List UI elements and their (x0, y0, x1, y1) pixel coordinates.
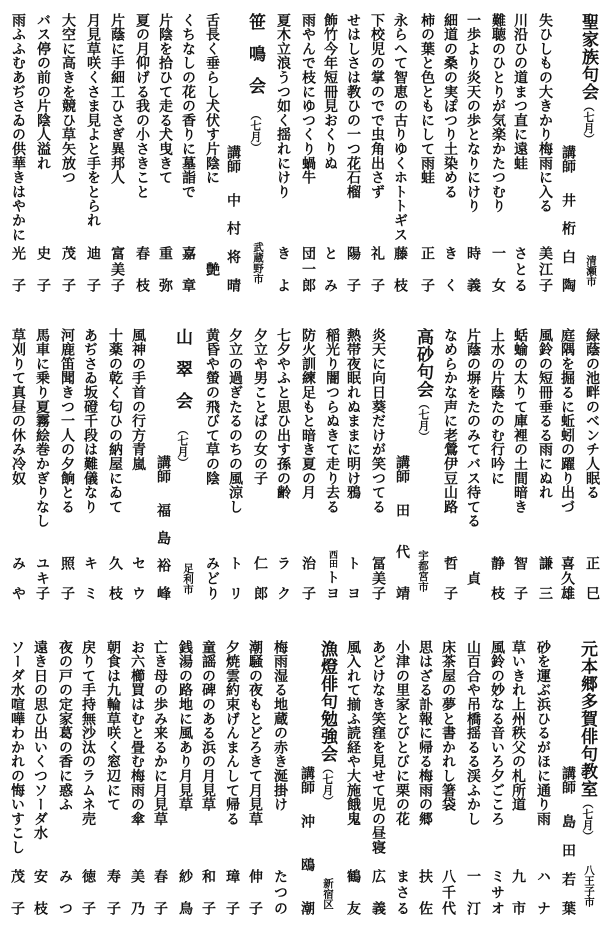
haiku-text: 砂を運ぶ浜ひるがほに通り雨 (535, 640, 551, 826)
haiku-author: 春枝 (134, 246, 150, 292)
haiku-author: 寿子 (105, 869, 121, 915)
club-name: 聖家族句会 (578, 13, 598, 101)
teacher-label: 講師 (394, 455, 410, 483)
haiku-text: 上水の片蔭たのむ行吟に (489, 328, 505, 486)
haiku-author: 重弥 (157, 246, 173, 292)
club-title (244, 13, 266, 153)
haiku-author: 安枝 (32, 869, 48, 915)
haiku-text: 稲光り闇つらぬきて走り去る (324, 328, 340, 514)
haiku-author: 鶴友 (345, 869, 361, 915)
haiku-text: 河鹿笛聞きつ一人の夕餉とる (59, 328, 75, 514)
haiku-author: ユキ子 (34, 556, 50, 600)
haiku-text: 梅雨湿る地蔵の赤き涎掛け (272, 640, 288, 812)
haiku-author: 貞 (465, 571, 481, 585)
haiku-text: 舌長く垂らし犬伏す片陰に (204, 13, 220, 185)
haiku-author: 一汀 (465, 869, 481, 915)
teacher-name: 中村将晴 (225, 193, 241, 292)
haiku-author: 璋子 (224, 869, 240, 915)
club-city: 清瀬市 (585, 254, 597, 286)
club-name: 漁燈俳句勉強会 (317, 640, 337, 763)
haiku-text: 雨やんで枝にゆつくり蝸牛 (300, 13, 316, 185)
haiku-text: 失ひしもの大きかり梅雨に入る (537, 13, 553, 214)
haiku-author: 美乃 (129, 869, 145, 915)
haiku-author: 徳子 (80, 869, 96, 915)
haiku-author: 礼子 (369, 246, 385, 292)
haiku-text: 山百合や吊橋揺るる渓ふかし (465, 640, 481, 826)
haiku-author: 茂子 (60, 246, 76, 292)
haiku-text: 草刈りて真昼の休み冷奴 (10, 328, 26, 486)
haiku-author: 冨美子 (370, 556, 386, 600)
haiku-author: 智子 (512, 556, 528, 600)
haiku-text: 童謡の碑のある浜の月見草 (200, 640, 216, 812)
haiku-author: まさる (394, 869, 410, 915)
haiku-text: 風鈴の短冊垂るる雨にぬれ (537, 328, 553, 500)
haiku-author: みどり (204, 556, 220, 600)
teacher-line (559, 145, 577, 292)
haiku-author: 和子 (200, 869, 216, 915)
haiku-text: ソーダ水喧嘩わかれの悔いすこし (9, 640, 25, 855)
haiku-text: 床茶屋の夢と書かれし箸袋 (440, 640, 456, 812)
haiku-text: 片蔭の塀をたのみてバス待てる (465, 328, 481, 529)
haiku-text: 十薬の乾く匂ひの納屋にゐて (107, 328, 123, 514)
haiku-author: きく (442, 246, 458, 292)
haiku-text: なめらかな声に老鶯伊豆山路 (442, 328, 458, 514)
club-month: （七月） (249, 109, 262, 153)
haiku-author: 迪子 (85, 246, 101, 292)
club-title (171, 328, 193, 468)
teacher-label: 講師 (299, 766, 315, 794)
haiku-author: きよ (275, 246, 291, 292)
haiku-text: 風神の手首の行方青嵐 (130, 328, 146, 471)
haiku-text: あどけなき笑窪を見せて児の昼寝 (370, 640, 386, 855)
teacher-name: 田代靖 (394, 503, 410, 600)
haiku-author: さとる (512, 246, 528, 292)
haiku-text: 飾竹今年短冊見おくりぬ (322, 13, 338, 171)
haiku-author: 正子 (419, 246, 435, 292)
haiku-text: 片蔭に手細工ひさぎ異邦人 (109, 13, 125, 185)
haiku-author: 哲子 (442, 556, 458, 600)
haiku-text: 下校児の掌のでで虫角出さず (369, 13, 385, 199)
haiku-text: 風鈴の妙なる音いろ夕ごころ (489, 640, 505, 826)
haiku-author: ハナ (535, 869, 551, 915)
haiku-text: 大空に高きを競ひ草矢放つ (60, 13, 76, 185)
teacher-line (393, 455, 411, 600)
club-city: 足利市 (182, 562, 194, 594)
haiku-text: 夕焼雲約束げんまんして帰る (224, 640, 240, 826)
haiku-author: みつ (57, 869, 73, 915)
haiku-text: バス停の前の片陰人溢れ (35, 13, 51, 171)
club-name: 笹鳴会 (245, 13, 265, 109)
haiku-author: 正巳 (584, 556, 600, 600)
club-city: 八王子市 (583, 865, 595, 907)
haiku-author: 静枝 (489, 556, 505, 600)
haiku-author: 茂子 (9, 869, 25, 915)
haiku-author: 広義 (370, 869, 386, 915)
haiku-author: 光子 (10, 246, 26, 292)
haiku-author: 照子 (59, 556, 75, 600)
club-title (576, 640, 598, 842)
haiku-text: 永らへて智恵の古りゆくホトトギス (392, 13, 408, 242)
haiku-text: 川沿ひの道まつ直に遠蛙 (512, 13, 528, 171)
teacher-label: 講師 (155, 455, 171, 483)
haiku-author: ミサオ (489, 869, 505, 915)
haiku-text: 潮騒の夜もとどろきて月見草 (247, 640, 263, 826)
teacher-line (154, 455, 172, 600)
teacher-label: 講師 (225, 145, 241, 173)
club-name: 山翠会 (172, 328, 192, 424)
club-city: 新宿区 (322, 877, 334, 909)
haiku-author: 九市 (510, 869, 526, 915)
teacher-line (298, 766, 316, 915)
teacher-label: 講師 (560, 766, 576, 794)
haiku-author: キミ (82, 556, 98, 600)
haiku-text: 夜の戸の定家葛の香に惑ふ (57, 640, 73, 812)
club-month: （七月） (417, 398, 430, 442)
haiku-text: 柿の葉と色ともにして雨蛙 (419, 13, 435, 185)
teacher-name: 福島裕峰 (155, 503, 171, 600)
haiku-text: 思はざる訃報に帰る梅雨の郷 (417, 640, 433, 826)
club-city: 武蔵野市 (252, 242, 264, 284)
haiku-text: 夏木立浪うつ如く揺れにけり (275, 13, 291, 199)
haiku-author: 春子 (152, 869, 168, 915)
haiku-author: みや (10, 556, 26, 600)
haiku-author: トリ (227, 556, 243, 600)
teacher-label: 講師 (560, 145, 576, 173)
haiku-text: 草いきれ上州秩父の札所道 (510, 640, 526, 812)
haiku-text: お六櫛買はむと畳む梅雨の傘 (129, 640, 145, 826)
haiku-author: 久枝 (107, 556, 123, 600)
club-title (412, 328, 434, 442)
club-month: （七月） (321, 762, 334, 807)
haiku-text: 遠き日の思ひ出いくつソーダ水 (32, 640, 48, 841)
haiku-author: 喜久雄 (559, 556, 575, 600)
teacher-line (224, 145, 242, 292)
haiku-text: 風入れて揃ふ読経や大施餓鬼 (345, 640, 361, 826)
teacher-name: 井桁白陶 (560, 193, 576, 292)
teacher-name: 沖鴎潮 (299, 814, 315, 915)
haiku-author: 治子 (300, 556, 316, 600)
haiku-author: 一女 (490, 246, 506, 292)
haiku-author: 団一郎 (300, 246, 316, 292)
haiku-text: 片陰を拾ひて走る犬曳きて (157, 13, 173, 185)
haiku-text: 銭湯の路地に風あり月見草 (177, 640, 193, 812)
haiku-author: 美江子 (537, 246, 553, 292)
haiku-author-prefix: 西田 (327, 550, 337, 568)
club-title (316, 640, 338, 807)
haiku-author: セウ (130, 556, 146, 600)
haiku-author: ラク (275, 556, 291, 600)
club-month: （七月） (581, 797, 594, 842)
haiku-author: 紗鳥 (177, 869, 193, 915)
haiku-text: 馬車に乗り夏霧絵巻かぎりなし (34, 328, 50, 529)
haiku-author: とみ (322, 246, 338, 292)
haiku-text: あぢさゐ坂磴千段は難儀なり (82, 328, 98, 514)
teacher-name: 島田若葉 (560, 814, 576, 915)
haiku-author: 仁郎 (252, 556, 268, 600)
club-name: 元本郷多賀俳句教室 (577, 640, 597, 798)
club-title (577, 13, 599, 145)
haiku-text: 夏の月仰げる我の小さきこと (134, 13, 150, 199)
haiku-author: トヨ (324, 570, 340, 600)
haiku-author: たつの (272, 869, 288, 915)
haiku-author: 伸子 (247, 869, 263, 915)
haiku-author: 史子 (35, 246, 51, 292)
haiku-text: くちなしの花の香りに墓詣で (180, 13, 196, 199)
haiku-text: 夕立の過ぎたるのちの風涼し (227, 328, 243, 514)
haiku-text: 一歩より炎天の歩となりにけり (465, 13, 481, 214)
haiku-text: 炎天に向日葵だけが笑つてる (370, 328, 386, 514)
haiku-author: 藤枝 (392, 246, 408, 292)
haiku-author: 嘉章 (180, 246, 196, 292)
teacher-line (559, 766, 577, 915)
haiku-text: 蛞蝓の太りて庫裡の土間暗き (512, 328, 528, 514)
haiku-author: 扶佐 (417, 869, 433, 915)
haiku-text: せはしさは教ひの一つ花石榴 (345, 13, 361, 199)
haiku-author: 富美子 (109, 246, 125, 292)
club-city: 宇都宮市 (417, 550, 429, 592)
club-name: 高砂句会 (413, 328, 433, 398)
club-month: （七月） (582, 100, 595, 145)
haiku-text: 七夕やふと思ひ出す孫の齢 (275, 328, 291, 500)
haiku-text: 雨ふふむあぢさゐの供華きはやかに (10, 13, 26, 242)
haiku-text: 亡き母の歩み来るかに月見草 (152, 640, 168, 826)
haiku-author: トヨ (345, 556, 361, 600)
haiku-text: 小津の里家とびとびに栗の花 (394, 640, 410, 826)
haiku-text: 戻りて手持無沙汰のラムネ売 (80, 640, 96, 826)
haiku-author: 艶 (204, 262, 220, 276)
haiku-text: 庭隅を掘るに蚯蚓の躍り出づ (559, 328, 575, 514)
haiku-text: 緑蔭の池畔のベンチ人眠る (584, 328, 600, 500)
haiku-author: 陽子 (345, 246, 361, 292)
haiku-author: 謙三 (537, 556, 553, 600)
haiku-text: 夕立や男ことばの女の子 (252, 328, 268, 486)
haiku-text: 月見草咲くさま見よと手をとられ (85, 13, 101, 228)
haiku-text: 熱帯夜眠れぬままに明け鴉 (345, 328, 361, 500)
haiku-text: 朝食は九輪草咲く窓辺にて (105, 640, 121, 812)
haiku-text: 黄昏や螢の飛びて草の陰 (204, 328, 220, 486)
haiku-author: 時義 (465, 246, 481, 292)
haiku-author: 八千代 (440, 869, 456, 915)
haiku-text: 細道の桑の実ぽつり土染める (442, 13, 458, 199)
haiku-text: 防火訓練足もと暗き夏の月 (300, 328, 316, 500)
haiku-text: 難聴のひとりが気楽かたつむり (490, 13, 506, 214)
club-month: （七月） (176, 424, 189, 468)
